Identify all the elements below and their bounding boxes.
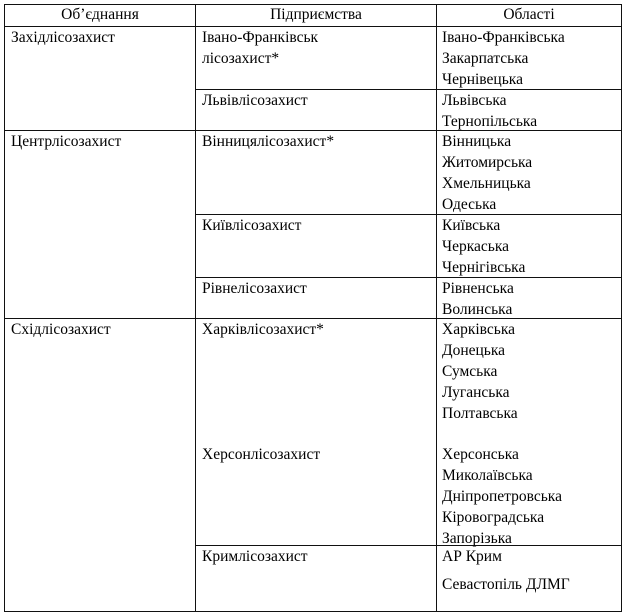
- regions-cell: [442, 131, 532, 215]
- region-item: Херсонська: [442, 446, 519, 463]
- region-item: Запорізька: [442, 530, 512, 547]
- region-item: Закарпатська: [442, 50, 529, 67]
- header-union: Об’єднання: [61, 6, 139, 23]
- enterprise-line: лісозахист*: [202, 50, 280, 67]
- regions-cell: [442, 444, 562, 549]
- region-item: Чернігівська: [442, 259, 526, 276]
- region-item: Луганська: [442, 384, 510, 401]
- region-item: Миколаївська: [442, 467, 533, 484]
- region-item: Сумська: [442, 363, 498, 380]
- region-item: Київська: [442, 217, 501, 234]
- region-item: Севастопіль ДЛМГ: [442, 576, 570, 593]
- enterprise-cell: [202, 90, 308, 111]
- regions-cell: [442, 215, 525, 278]
- enterprise-line: Вінницялісозахист*: [202, 133, 335, 150]
- region-item: Харківська: [442, 321, 516, 338]
- enterprise-cell: [202, 27, 318, 69]
- region-item: Черкаська: [442, 238, 510, 255]
- header-regions: Області: [503, 6, 555, 23]
- enterprise-line: Херсонлісозахист: [202, 446, 321, 463]
- enterprise-cell: [202, 319, 324, 340]
- regions-cell: [442, 319, 518, 424]
- region-item: Івано-Франківська: [442, 29, 565, 46]
- region-item: Львівська: [442, 92, 507, 109]
- enterprise-cell: [202, 278, 307, 299]
- enterprise-cell: [202, 215, 301, 236]
- region-item: Хмельницька: [442, 175, 531, 192]
- region-item: Чернівецька: [442, 71, 523, 88]
- region-item: Донецька: [442, 342, 506, 359]
- union-cell: Східлісозахист: [11, 321, 111, 338]
- column-separator-1: [195, 4, 196, 612]
- region-item: АР Крим: [442, 548, 502, 565]
- regions-cell: [442, 546, 570, 595]
- enterprise-cell: [202, 444, 320, 465]
- region-item: Волинська: [442, 301, 513, 318]
- region-item: Кіровоградська: [442, 509, 545, 526]
- enterprise-line: Київлісозахист: [202, 217, 302, 234]
- region-item: Житомирська: [442, 154, 533, 171]
- enterprise-line: Харківлісозахист*: [202, 321, 324, 338]
- union-cell: Центрлісозахист: [11, 133, 122, 150]
- regions-cell: [442, 278, 514, 320]
- union-cell: Західлісозахист: [11, 29, 115, 46]
- table-border-right: [621, 4, 622, 612]
- enterprise-line: Рівнелісозахист: [202, 280, 307, 297]
- regions-cell: [442, 27, 565, 90]
- regions-cell: [442, 90, 537, 132]
- region-item: Полтавська: [442, 405, 518, 422]
- region-item: Тернопільська: [442, 113, 538, 130]
- region-item: Дніпропетровська: [442, 488, 562, 505]
- enterprise-line: Івано-Франківськ: [202, 29, 319, 46]
- enterprise-cell: [202, 131, 334, 152]
- enterprise-line: Кримлісозахист: [202, 548, 308, 565]
- table-border-bottom: [4, 611, 622, 612]
- table-border-left: [4, 4, 5, 612]
- region-item: Рівненська: [442, 280, 514, 297]
- enterprise-cell: [202, 546, 308, 567]
- region-item: Одеська: [442, 196, 497, 213]
- region-item: Вінницька: [442, 133, 512, 150]
- header-enterprise: Підприємства: [270, 6, 362, 23]
- enterprise-line: Львівлісозахист: [202, 92, 308, 109]
- column-separator-2: [436, 4, 437, 612]
